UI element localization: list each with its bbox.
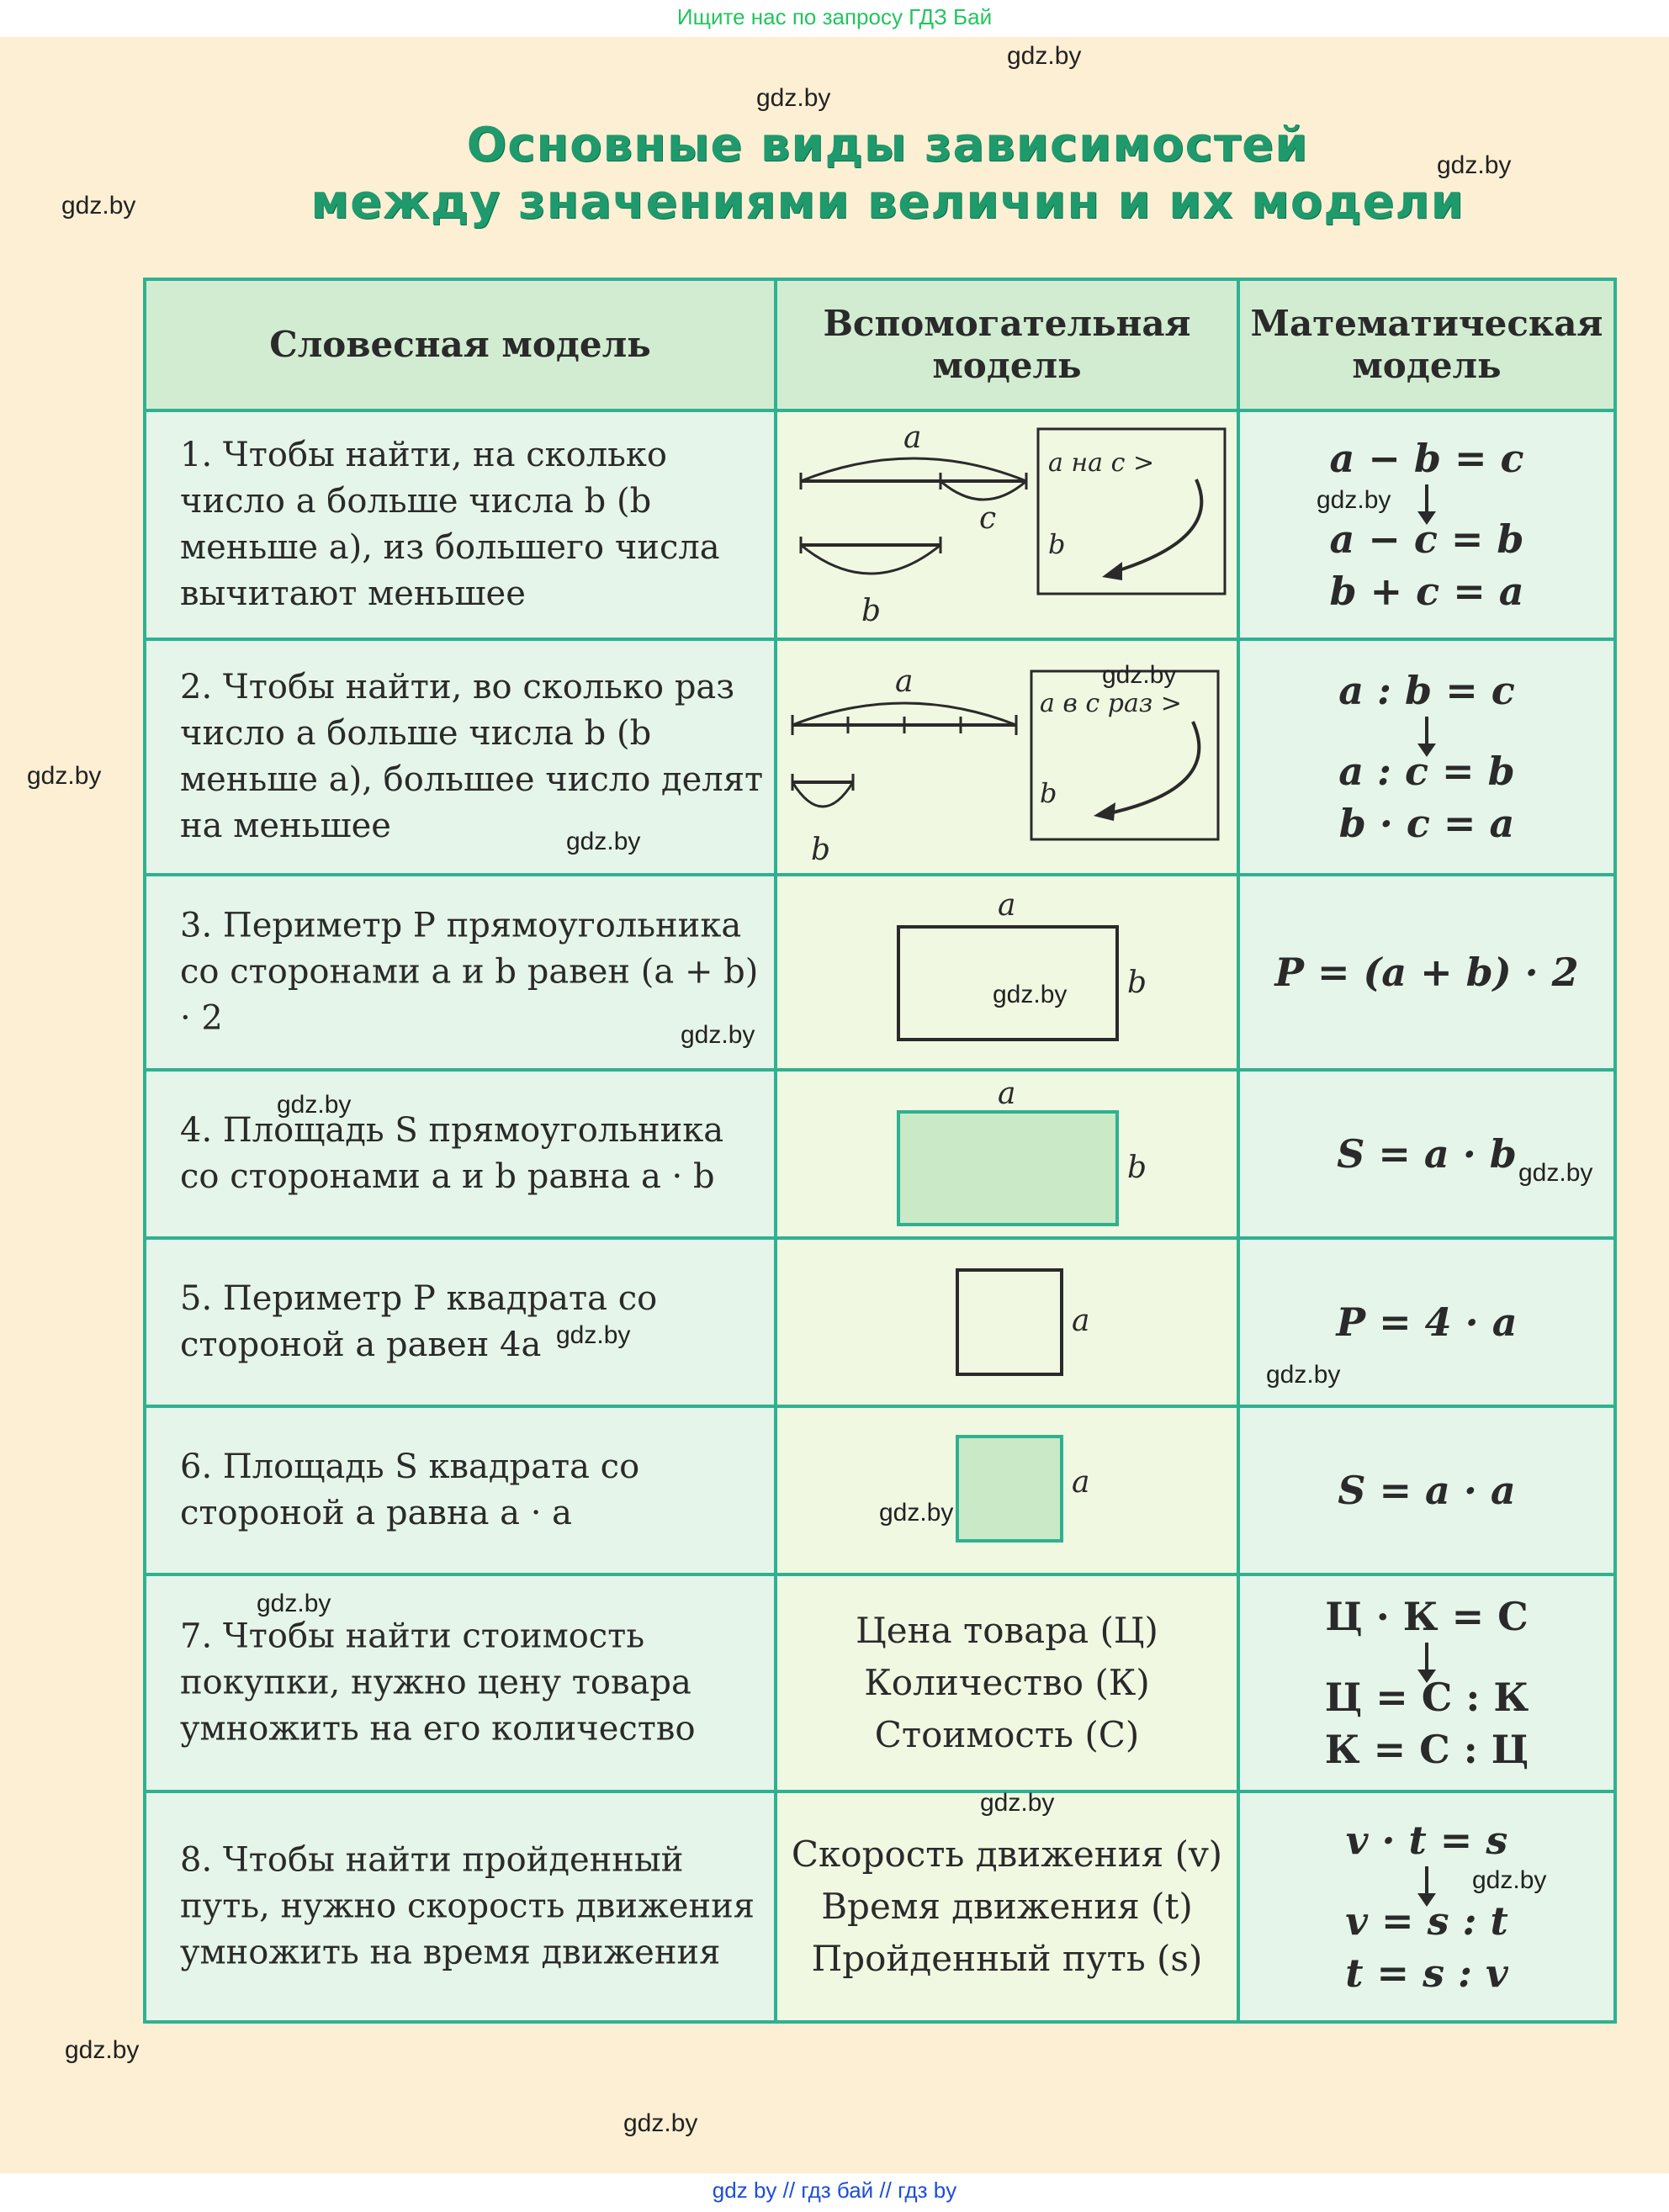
- brace-b: [792, 782, 853, 807]
- formula: S = a · a: [1338, 1468, 1516, 1513]
- quantity-names: [777, 1828, 1237, 1985]
- page-title-line2: между значениями величин и их модели: [310, 175, 1465, 230]
- verbal-model: 6. Площадь S квадрата со стороной a равна a · a: [180, 1447, 640, 1532]
- box-bottom-text: b: [1048, 528, 1066, 560]
- brace-c: [940, 481, 1026, 500]
- table-row: [146, 412, 1613, 641]
- brace-a: [801, 458, 1026, 481]
- watermark: gdz.by: [65, 2036, 140, 2064]
- aux-cell: [777, 876, 1240, 1068]
- verbal-cell: [146, 1576, 777, 1790]
- arrow-down-icon: [1425, 484, 1428, 513]
- table-header-row: [146, 281, 1613, 412]
- table-row: [146, 876, 1613, 1072]
- verbal-cell: [146, 1072, 777, 1236]
- label-b: b: [861, 594, 882, 628]
- watermark: gdz.by: [556, 1321, 631, 1349]
- watermark: gdz.by: [980, 1789, 1055, 1817]
- verbal-model: 2. Чтобы найти, во сколько раз число a больше числа b (b меньше a), большее число делят на меньшее: [180, 668, 764, 845]
- table-row: [146, 1240, 1613, 1408]
- formula: P = 4 · a: [1336, 1299, 1518, 1345]
- verbal-model: 5. Периметр P квадрата со стороной a равен 4a: [180, 1279, 658, 1364]
- rectangle-diagram: [777, 1072, 1237, 1236]
- math-model: [1240, 1590, 1613, 1775]
- top-search-link[interactable]: Ищите нас по запросу ГДЗ Бай: [676, 4, 993, 29]
- header-cell: [777, 281, 1240, 409]
- watermark: gdz.by: [1518, 1159, 1593, 1187]
- math-model: [1240, 664, 1613, 849]
- label-a: a: [895, 664, 914, 699]
- box-top-text: a на c >: [1048, 448, 1155, 478]
- segment-diagram: [777, 412, 1237, 638]
- arrow-down-icon: [1425, 1866, 1428, 1895]
- verbal-cell: [146, 641, 777, 873]
- filled-square-shape: [957, 1437, 1062, 1541]
- quantity-cost: Стоимость (С): [874, 1714, 1140, 1755]
- verbal-cell: [146, 412, 777, 638]
- square-diagram: [777, 1408, 1237, 1573]
- label-b: b: [811, 833, 831, 867]
- table-row: [146, 1072, 1613, 1240]
- formula: a : c = b: [1338, 749, 1515, 794]
- label-a: a: [903, 421, 922, 455]
- table-row: [146, 1408, 1613, 1576]
- math-cell: [1240, 876, 1613, 1068]
- rectangle-diagram: [777, 876, 1237, 1068]
- label-a: a: [998, 888, 1016, 923]
- math-cell: [1240, 1072, 1613, 1236]
- formula: b · c = a: [1338, 801, 1515, 846]
- math-cell: [1240, 1793, 1613, 2020]
- square-shape: [957, 1270, 1062, 1374]
- watermark: gdz.by: [623, 2109, 698, 2137]
- verbal-cell: [146, 1240, 777, 1405]
- page-title-line1: Основные виды зависимостей: [466, 118, 1309, 172]
- formula: v · t = s: [1345, 1818, 1508, 1863]
- box-top-text: a в c раз >: [1040, 689, 1182, 718]
- math-cell: [1240, 641, 1613, 873]
- label-b: b: [1127, 1151, 1147, 1185]
- math-model: [1240, 1464, 1613, 1516]
- label-a: a: [1072, 1465, 1090, 1500]
- formula: Ц = С : К: [1324, 1675, 1529, 1720]
- formula: b + c = a: [1329, 569, 1524, 614]
- curved-arrow-icon: [1114, 479, 1201, 572]
- math-model: [1240, 1814, 1613, 1999]
- verbal-model: 3. Периметр P прямоугольника со сторонами a и b равен (a + b) · 2: [180, 906, 759, 1038]
- formula: К = С : Ц: [1324, 1727, 1529, 1772]
- formula: a − c = b: [1329, 516, 1524, 562]
- aux-cell: [777, 1072, 1240, 1236]
- math-cell: [1240, 1576, 1613, 1790]
- formula: t = s : v: [1345, 1950, 1508, 1996]
- header-verbal: Словесная модель: [269, 324, 651, 365]
- verbal-cell: [146, 1408, 777, 1573]
- math-cell: [1240, 1408, 1613, 1573]
- watermark: gdz.by: [1266, 1361, 1341, 1389]
- arrow-down-icon: [1425, 717, 1428, 745]
- quantity-names: [777, 1605, 1237, 1761]
- watermark: gdz.by: [1102, 661, 1177, 689]
- verbal-model: 4. Площадь S прямоугольника со сторонами a и b равна a · b: [180, 1111, 724, 1196]
- formula: a : b = c: [1338, 668, 1515, 713]
- arrow-down-icon: [1425, 1643, 1428, 1671]
- aux-cell: [777, 1408, 1240, 1573]
- math-cell: [1240, 412, 1613, 638]
- watermark: gdz.by: [756, 84, 831, 112]
- brace-b: [801, 545, 940, 574]
- math-model: [1240, 946, 1613, 998]
- table-row: [146, 1576, 1613, 1793]
- table-row: [146, 641, 1613, 876]
- curved-arrow-icon: [1105, 722, 1199, 814]
- quantity-price: Цена товара (Ц): [856, 1610, 1158, 1651]
- watermark: gdz.by: [1472, 1866, 1547, 1894]
- watermark: gdz.by: [879, 1499, 954, 1527]
- watermark: gdz.by: [257, 1590, 331, 1617]
- quantity-time: Время движения (t): [821, 1886, 1193, 1927]
- aux-cell: [777, 1576, 1240, 1790]
- watermark: gdz.by: [27, 762, 102, 790]
- quantity-count: Количество (К): [864, 1662, 1150, 1703]
- aux-cell: [777, 1240, 1240, 1405]
- quantity-speed: Скорость движения (v): [791, 1834, 1223, 1875]
- math-model: [1240, 432, 1613, 617]
- label-a: a: [998, 1077, 1016, 1111]
- formula: P = (a + b) · 2: [1274, 950, 1579, 995]
- watermark: gdz.by: [566, 828, 641, 855]
- quantity-distance: Пройденный путь (s): [811, 1938, 1203, 1979]
- aux-cell: [777, 412, 1240, 638]
- dependencies-table: [143, 278, 1617, 2024]
- square-diagram: [777, 1240, 1237, 1405]
- header-mathematical: Математическая модель: [1250, 303, 1603, 386]
- verbal-model: 8. Чтобы найти пройденный путь, нужно скорость движения умножить на время движения: [180, 1840, 755, 1972]
- formula: a − b = c: [1329, 436, 1524, 481]
- box-bottom-text: b: [1040, 777, 1057, 809]
- verbal-model: 7. Чтобы найти стоимость покупки, нужно цену товара умножить на его количество: [180, 1617, 696, 1749]
- label-b: b: [1127, 966, 1147, 1000]
- formula: v = s : t: [1345, 1898, 1508, 1944]
- header-cell: [146, 281, 777, 409]
- header-cell: [1240, 281, 1613, 409]
- watermark: gdz.by: [1007, 42, 1082, 70]
- watermark: gdz.by: [1317, 486, 1391, 514]
- watermark: gdz.by: [61, 192, 136, 220]
- formula: S = a · b: [1337, 1131, 1517, 1177]
- label-a: a: [1072, 1304, 1090, 1338]
- filled-rectangle-shape: [898, 1112, 1117, 1225]
- formula: Ц · К = С: [1325, 1594, 1529, 1639]
- table-row: [146, 1793, 1613, 2020]
- header-auxiliary: Вспомогательная модель: [823, 303, 1191, 386]
- verbal-model: 1. Чтобы найти, на сколько число a больше числа b (b меньше a), из большего числа вычитают меньшее: [180, 436, 720, 613]
- watermark: gdz.by: [1437, 151, 1512, 179]
- math-model: [1240, 1296, 1613, 1348]
- watermark: gdz.by: [993, 981, 1068, 1008]
- watermark: gdz.by: [681, 1021, 755, 1049]
- verbal-cell: [146, 1793, 777, 2020]
- aux-cell: [777, 1793, 1240, 2020]
- bottom-links[interactable]: gdz by // гдз бай // гдз by: [712, 2178, 957, 2203]
- label-c: c: [979, 501, 997, 536]
- watermark: gdz.by: [277, 1091, 352, 1119]
